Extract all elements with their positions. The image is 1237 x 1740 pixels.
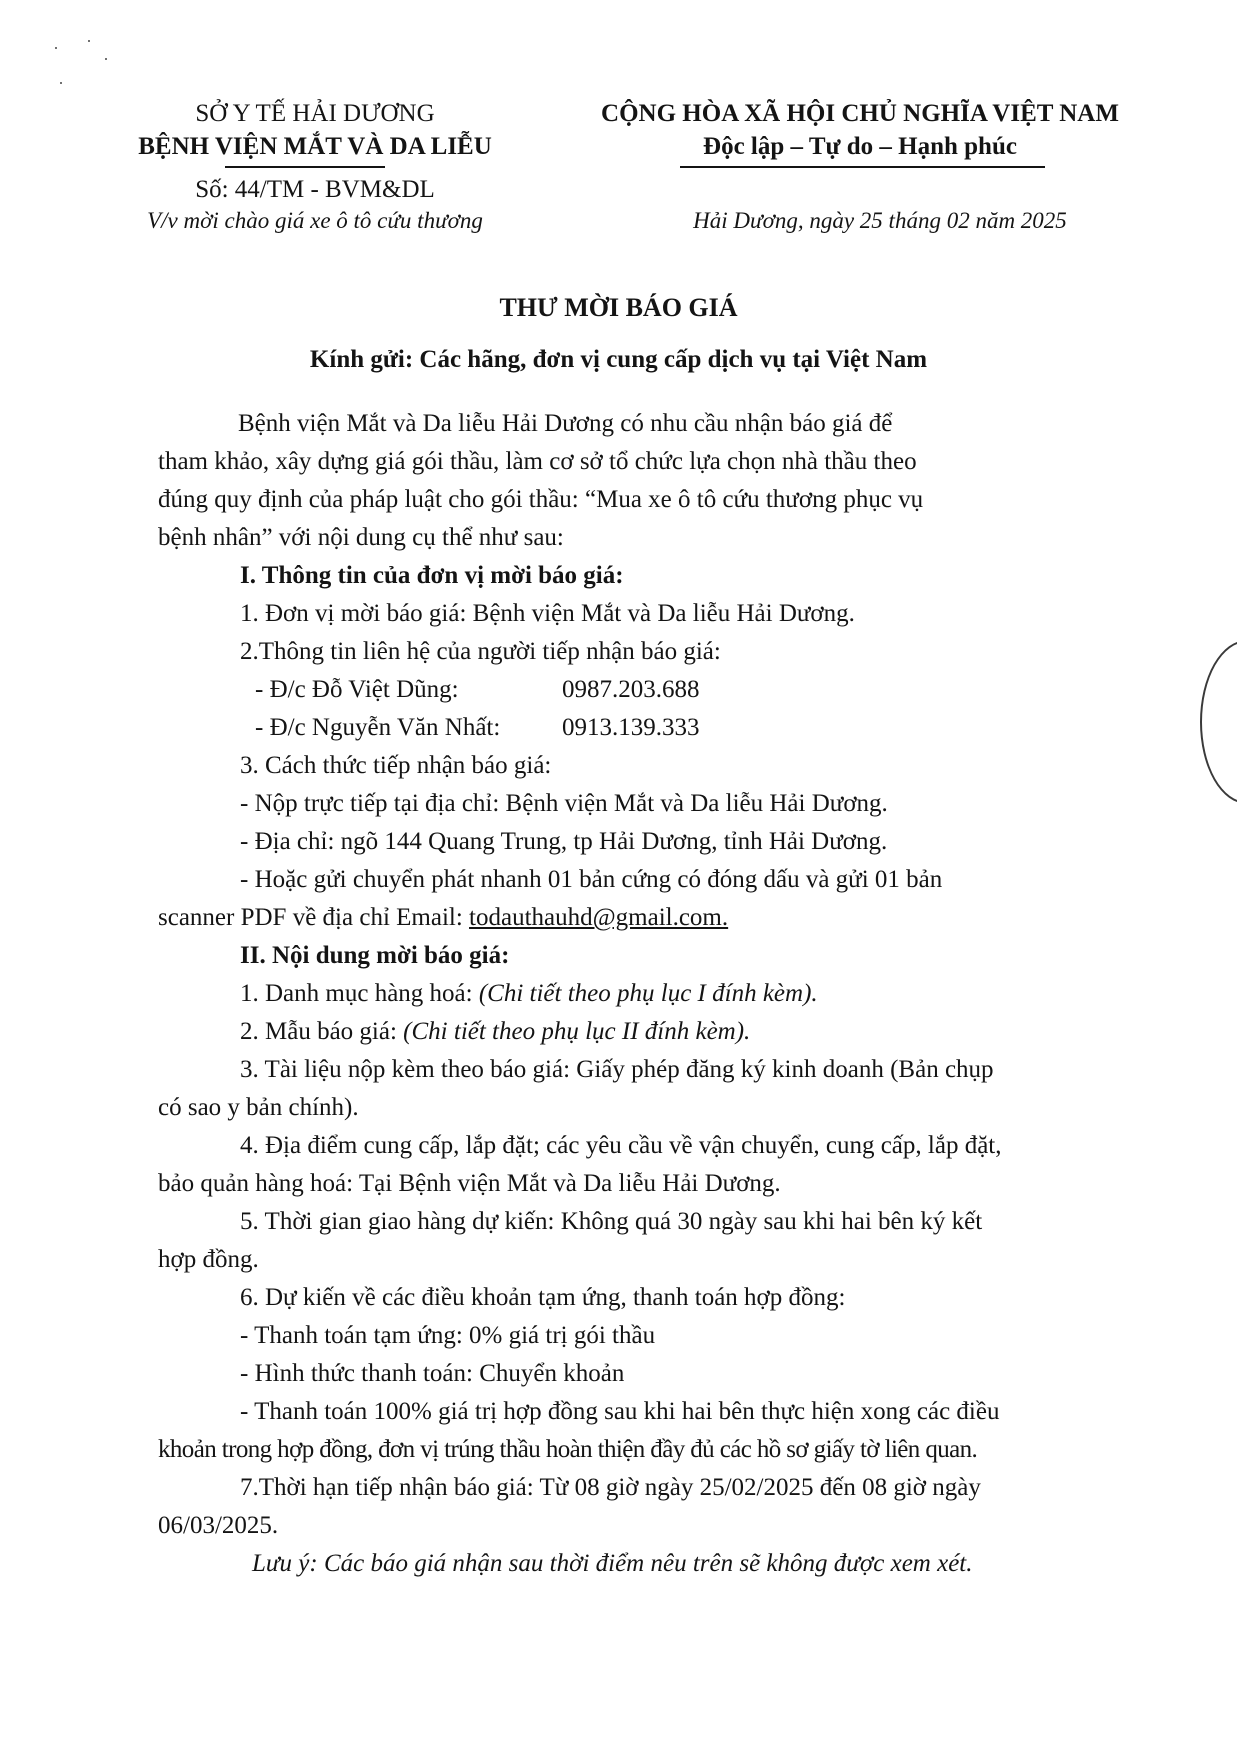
scan-speck [88,40,90,42]
section2-item3: 3. Tài liệu nộp kèm theo báo giá: Giấy phép đăng ký kinh doanh (Bản chụp [240,1056,994,1083]
intro-line: đúng quy định của pháp luật cho gói thầu: “Mua xe ô tô cứu thương phục vụ [158,486,924,513]
scan-speck [60,82,62,84]
country-name: CỘNG HÒA XÃ HỘI CHỦ NGHĨA VIỆT NAM [601,100,1119,127]
section2-item5-cont: hợp đồng. [158,1246,259,1273]
section2-item4-cont: bảo quản hàng hoá: Tại Bệnh viện Mắt và Da liễu Hải Dương. [158,1170,781,1197]
submit-email-line [158,904,728,932]
section1-heading: I. Thông tin của đơn vị mời báo giá: [240,562,624,589]
header-department: SỞ Y TẾ HẢI DƯƠNG [195,100,435,127]
item2-label: 2. Mẫu báo giá: [240,1018,404,1045]
payment-method: - Hình thức thanh toán: Chuyển khoản [240,1360,625,1387]
item2-note: (Chi tiết theo phụ lục II đính kèm). [403,1018,751,1045]
recipient-line: Kính gửi: Các hãng, đơn vị cung cấp dịch vụ tại Việt Nam [309,346,928,373]
section1-item2: 2.Thông tin liên hệ của người tiếp nhận báo giá: [240,638,721,665]
payment-full: - Thanh toán 100% giá trị hợp đồng sau khi hai bên thực hiện xong các điều [240,1398,1000,1425]
contact-phone: 0987.203.688 [562,676,700,703]
section2-item3-cont: có sao y bản chính). [158,1094,359,1121]
section2-heading: II. Nội dung mời báo giá: [240,942,510,969]
intro-line: bệnh nhân” với nội dung cụ thể như sau: [158,524,564,551]
email-link[interactable]: todauthauhd@gmail.com. [469,904,729,931]
section1-item1: 1. Đơn vị mời báo giá: Bệnh viện Mắt và Da liễu Hải Dương. [240,600,855,627]
contact-name: - Đ/c Đỗ Việt Dũng: [255,676,459,703]
section2-item6: 6. Dự kiến về các điều khoản tạm ứng, thanh toán hợp đồng: [240,1284,846,1311]
section1-item3: 3. Cách thức tiếp nhận báo giá: [240,752,552,779]
section2-item4: 4. Địa điểm cung cấp, lắp đặt; các yêu cầu về vận chuyển, cung cấp, lắp đặt, [240,1132,1002,1159]
section2-item1 [240,980,818,1008]
document-date: Hải Dương, ngày 25 tháng 02 năm 2025 [693,208,1067,233]
document-subject: V/v mời chào giá xe ô tô cứu thương [147,208,483,233]
scan-speck [105,58,107,60]
payment-full-cont: khoản trong hợp đồng, đơn vị trúng thầu hoàn thiện đầy đủ các hồ sơ giấy tờ liên quan. [158,1436,978,1463]
hospital-underline [225,166,385,168]
item1-note: (Chi tiết theo phụ lục I đính kèm). [478,980,818,1007]
item1-label: 1. Danh mục hàng hoá: [240,980,479,1007]
contact-name: - Đ/c Nguyễn Văn Nhất: [255,714,501,741]
intro-line: tham khảo, xây dựng giá gói thầu, làm cơ sở tổ chức lựa chọn nhà thầu theo [158,448,917,475]
motto-underline [680,166,1045,168]
contact-phone: 0913.139.333 [562,714,700,741]
scan-speck [55,47,57,49]
section2-item2 [240,1018,750,1046]
document-number: Số: 44/TM - BVM&DL [195,176,435,203]
section2-item7: 7.Thời hạn tiếp nhận báo giá: Từ 08 giờ ngày 25/02/2025 đến 08 giờ ngày [240,1474,981,1501]
submit-direct: - Nộp trực tiếp tại địa chỉ: Bệnh viện Mắt và Da liễu Hải Dương. [240,790,888,817]
page-title: THƯ MỜI BÁO GIÁ [499,293,738,322]
national-motto: Độc lập – Tự do – Hạnh phúc [703,133,1017,160]
email-prefix: scanner PDF về địa chỉ Email: [158,904,470,931]
seal-stamp-partial [1200,640,1237,804]
closing-note: Lưu ý: Các báo giá nhận sau thời điểm nêu trên sẽ không được xem xét. [252,1550,973,1577]
header-hospital: BỆNH VIỆN MẮT VÀ DA LIỄU [138,133,492,160]
submit-express: - Hoặc gửi chuyển phát nhanh 01 bản cứng có đóng dấu và gửi 01 bản [240,866,943,893]
payment-advance: - Thanh toán tạm ứng: 0% giá trị gói thầu [240,1322,656,1349]
intro-line: Bệnh viện Mắt và Da liễu Hải Dương có nhu cầu nhận báo giá để [238,410,893,437]
section2-item5: 5. Thời gian giao hàng dự kiến: Không quá 30 ngày sau khi hai bên ký kết [240,1208,983,1235]
section2-item7-cont: 06/03/2025. [158,1512,279,1539]
submit-address: - Địa chỉ: ngõ 144 Quang Trung, tp Hải Dương, tỉnh Hải Dương. [240,828,888,855]
